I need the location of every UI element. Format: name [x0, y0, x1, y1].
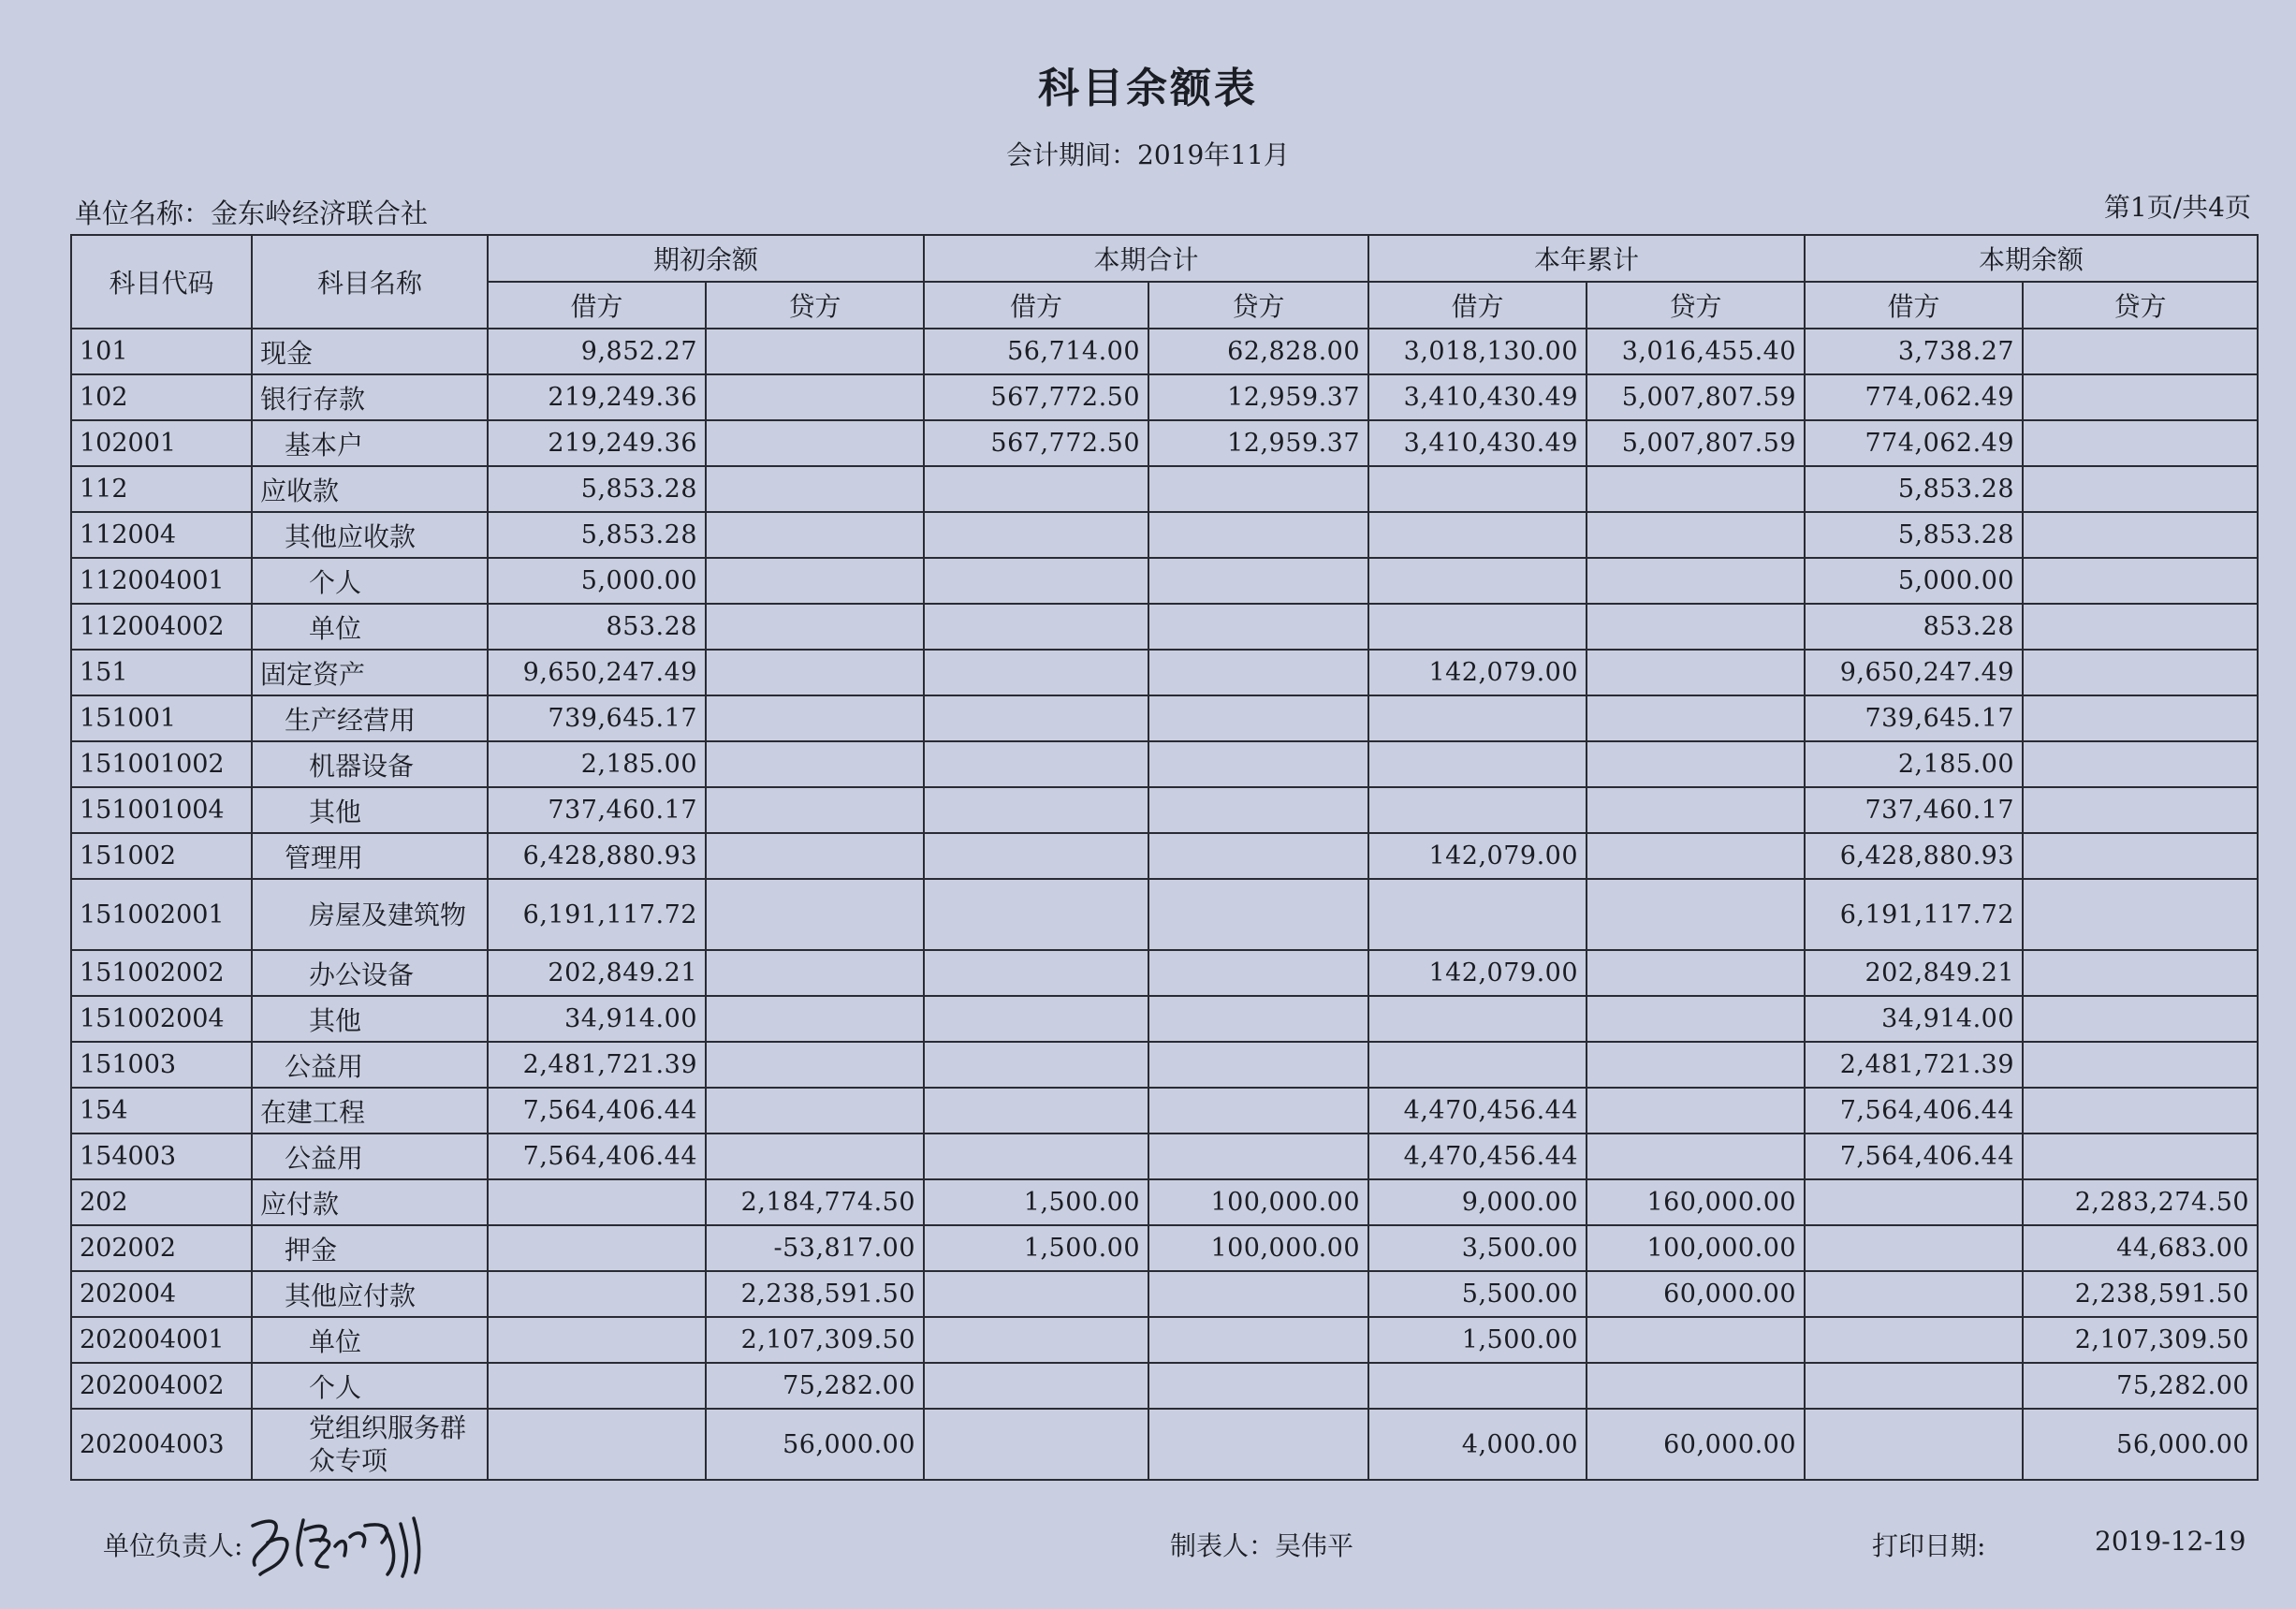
- debit-amount: [1805, 1271, 2023, 1317]
- credit-amount: [706, 650, 924, 695]
- table-row: [71, 329, 2258, 374]
- credit-amount: 2,184,774.50: [706, 1179, 924, 1225]
- account-name: 单位: [252, 1317, 488, 1363]
- credit-amount: 12,959.37: [1148, 420, 1368, 466]
- credit-amount: [1587, 466, 1805, 512]
- debit-amount: 2,481,721.39: [1805, 1042, 2023, 1088]
- debit-amount: [1368, 512, 1587, 558]
- account-code: 151003: [71, 1042, 252, 1088]
- header-opening-balance: 期初余额: [488, 235, 924, 282]
- debit-amount: [1805, 1363, 2023, 1409]
- credit-amount: [2023, 1088, 2258, 1134]
- credit-amount: [706, 420, 924, 466]
- debit-amount: [1368, 558, 1587, 604]
- credit-amount: [1148, 1271, 1368, 1317]
- credit-amount: [2023, 558, 2258, 604]
- account-code: 112004: [71, 512, 252, 558]
- credit-amount: 100,000.00: [1148, 1179, 1368, 1225]
- credit-amount: [2023, 512, 2258, 558]
- table-row: [71, 558, 2258, 604]
- credit-amount: 3,016,455.40: [1587, 329, 1805, 374]
- preparer: 制表人：吴伟平: [1170, 1530, 1354, 1561]
- debit-amount: [1368, 466, 1587, 512]
- credit-amount: [1587, 950, 1805, 996]
- debit-amount: 9,650,247.49: [488, 650, 706, 695]
- table-row: [71, 604, 2258, 650]
- debit-amount: 219,249.36: [488, 420, 706, 466]
- credit-amount: [2023, 420, 2258, 466]
- debit-amount: 1,500.00: [924, 1225, 1148, 1271]
- header-debit: 借方: [1368, 282, 1587, 329]
- credit-amount: [1587, 1317, 1805, 1363]
- account-name: 公益用: [252, 1042, 488, 1088]
- credit-amount: [1587, 741, 1805, 787]
- account-code: 151: [71, 650, 252, 695]
- account-name: 固定资产: [252, 650, 488, 695]
- account-code: 151002004: [71, 996, 252, 1042]
- credit-amount: [1148, 650, 1368, 695]
- credit-amount: 160,000.00: [1587, 1179, 1805, 1225]
- responsible-person-label: 单位负责人:: [103, 1530, 243, 1561]
- table-row: [71, 1409, 2258, 1480]
- credit-amount: 60,000.00: [1587, 1409, 1805, 1480]
- account-code: 151002002: [71, 950, 252, 996]
- credit-amount: [2023, 650, 2258, 695]
- credit-amount: 5,007,807.59: [1587, 420, 1805, 466]
- account-name: 党组织服务群众专项: [252, 1409, 488, 1480]
- account-code: 202: [71, 1179, 252, 1225]
- account-name: 办公设备: [252, 950, 488, 996]
- credit-amount: [706, 950, 924, 996]
- debit-amount: 7,564,406.44: [488, 1088, 706, 1134]
- handwritten-signature: [245, 1509, 432, 1584]
- credit-amount: 2,238,591.50: [706, 1271, 924, 1317]
- account-name: 银行存款: [252, 374, 488, 420]
- header-credit: 贷方: [1587, 282, 1805, 329]
- table-row: [71, 1363, 2258, 1409]
- account-code: 151002: [71, 833, 252, 879]
- credit-amount: [706, 558, 924, 604]
- debit-amount: 4,470,456.44: [1368, 1088, 1587, 1134]
- credit-amount: [1587, 1042, 1805, 1088]
- debit-amount: [924, 1271, 1148, 1317]
- account-name: 生产经营用: [252, 695, 488, 741]
- debit-amount: [924, 1317, 1148, 1363]
- debit-amount: [1368, 879, 1587, 950]
- table-row: [71, 420, 2258, 466]
- credit-amount: [1148, 466, 1368, 512]
- table-row: [71, 787, 2258, 833]
- table-row: [71, 833, 2258, 879]
- account-name: 其他应付款: [252, 1271, 488, 1317]
- account-code: 202004002: [71, 1363, 252, 1409]
- debit-amount: 1,500.00: [1368, 1317, 1587, 1363]
- header-period-total: 本期合计: [924, 235, 1368, 282]
- credit-amount: 2,283,274.50: [2023, 1179, 2258, 1225]
- header-debit: 借方: [924, 282, 1148, 329]
- debit-amount: 774,062.49: [1805, 420, 2023, 466]
- credit-amount: [1587, 604, 1805, 650]
- account-code: 112004002: [71, 604, 252, 650]
- credit-amount: [1148, 1317, 1368, 1363]
- debit-amount: 3,410,430.49: [1368, 374, 1587, 420]
- credit-amount: [1148, 1409, 1368, 1480]
- credit-amount: [2023, 741, 2258, 787]
- account-name: 其他应收款: [252, 512, 488, 558]
- account-name: 个人: [252, 1363, 488, 1409]
- debit-amount: [924, 879, 1148, 950]
- credit-amount: [1148, 833, 1368, 879]
- debit-amount: 5,000.00: [1805, 558, 2023, 604]
- report-title: 科目余额表: [1038, 65, 1258, 112]
- account-code: 202004003: [71, 1409, 252, 1480]
- account-code: 102: [71, 374, 252, 420]
- header-year-cumulative: 本年累计: [1368, 235, 1805, 282]
- credit-amount: [706, 1042, 924, 1088]
- debit-amount: 9,000.00: [1368, 1179, 1587, 1225]
- debit-amount: [924, 1409, 1148, 1480]
- debit-amount: 6,191,117.72: [488, 879, 706, 950]
- account-name: 应收款: [252, 466, 488, 512]
- account-code: 151001: [71, 695, 252, 741]
- accounting-period: 会计期间：2019年11月: [1006, 139, 1290, 170]
- account-code: 151001002: [71, 741, 252, 787]
- account-name: 其他: [252, 787, 488, 833]
- debit-amount: 56,714.00: [924, 329, 1148, 374]
- debit-amount: [1368, 604, 1587, 650]
- credit-amount: [2023, 950, 2258, 996]
- debit-amount: 5,853.28: [1805, 466, 2023, 512]
- debit-amount: 2,481,721.39: [488, 1042, 706, 1088]
- debit-amount: 5,500.00: [1368, 1271, 1587, 1317]
- debit-amount: [924, 512, 1148, 558]
- credit-amount: [1587, 879, 1805, 950]
- table-row: [71, 950, 2258, 996]
- debit-amount: [924, 1363, 1148, 1409]
- credit-amount: [1148, 1042, 1368, 1088]
- header-name: 科目名称: [252, 235, 488, 329]
- credit-amount: [2023, 374, 2258, 420]
- credit-amount: [1587, 558, 1805, 604]
- account-name: 个人: [252, 558, 488, 604]
- debit-amount: [924, 1134, 1148, 1179]
- debit-amount: [1368, 741, 1587, 787]
- debit-amount: 5,853.28: [1805, 512, 2023, 558]
- header-credit: 贷方: [1148, 282, 1368, 329]
- header-debit: 借方: [1805, 282, 2023, 329]
- table-row: [71, 466, 2258, 512]
- credit-amount: [706, 695, 924, 741]
- credit-amount: [706, 996, 924, 1042]
- credit-amount: [2023, 1134, 2258, 1179]
- debit-amount: 142,079.00: [1368, 950, 1587, 996]
- table-row: [71, 1179, 2258, 1225]
- debit-amount: 737,460.17: [488, 787, 706, 833]
- debit-amount: [1805, 1225, 2023, 1271]
- credit-amount: [1587, 512, 1805, 558]
- table-row: [71, 650, 2258, 695]
- debit-amount: [1368, 1363, 1587, 1409]
- account-code: 202002: [71, 1225, 252, 1271]
- debit-amount: 202,849.21: [488, 950, 706, 996]
- debit-amount: 7,564,406.44: [1805, 1134, 2023, 1179]
- debit-amount: [1368, 996, 1587, 1042]
- debit-amount: 739,645.17: [1805, 695, 2023, 741]
- debit-amount: 5,000.00: [488, 558, 706, 604]
- credit-amount: [706, 512, 924, 558]
- debit-amount: 4,470,456.44: [1368, 1134, 1587, 1179]
- debit-amount: 2,185.00: [488, 741, 706, 787]
- credit-amount: 75,282.00: [706, 1363, 924, 1409]
- credit-amount: [706, 1088, 924, 1134]
- debit-amount: [924, 996, 1148, 1042]
- debit-amount: [924, 950, 1148, 996]
- debit-amount: 9,852.27: [488, 329, 706, 374]
- account-name: 基本户: [252, 420, 488, 466]
- credit-amount: [2023, 879, 2258, 950]
- header-credit: 贷方: [706, 282, 924, 329]
- credit-amount: [2023, 1042, 2258, 1088]
- credit-amount: [2023, 695, 2258, 741]
- table-row: [71, 374, 2258, 420]
- debit-amount: 142,079.00: [1368, 833, 1587, 879]
- credit-amount: [1148, 604, 1368, 650]
- header-code: 科目代码: [71, 235, 252, 329]
- table-row: [71, 1134, 2258, 1179]
- debit-amount: [924, 466, 1148, 512]
- credit-amount: [2023, 466, 2258, 512]
- debit-amount: 853.28: [488, 604, 706, 650]
- credit-amount: [706, 787, 924, 833]
- debit-amount: [924, 833, 1148, 879]
- credit-amount: [1148, 695, 1368, 741]
- table-body: [71, 329, 2258, 1480]
- debit-amount: [1368, 787, 1587, 833]
- credit-amount: [1148, 787, 1368, 833]
- credit-amount: 75,282.00: [2023, 1363, 2258, 1409]
- debit-amount: 219,249.36: [488, 374, 706, 420]
- debit-amount: 5,853.28: [488, 466, 706, 512]
- credit-amount: [1148, 879, 1368, 950]
- credit-amount: 44,683.00: [2023, 1225, 2258, 1271]
- debit-amount: 1,500.00: [924, 1179, 1148, 1225]
- debit-amount: 853.28: [1805, 604, 2023, 650]
- debit-amount: [924, 604, 1148, 650]
- debit-amount: [924, 650, 1148, 695]
- account-code: 154: [71, 1088, 252, 1134]
- table-row: [71, 1317, 2258, 1363]
- credit-amount: [1587, 996, 1805, 1042]
- account-name: 押金: [252, 1225, 488, 1271]
- debit-amount: [1368, 1042, 1587, 1088]
- credit-amount: [706, 604, 924, 650]
- account-code: 102001: [71, 420, 252, 466]
- header-closing-balance: 本期余额: [1805, 235, 2258, 282]
- credit-amount: [1148, 996, 1368, 1042]
- credit-amount: [2023, 329, 2258, 374]
- debit-amount: [1805, 1179, 2023, 1225]
- account-code: 151002001: [71, 879, 252, 950]
- credit-amount: 12,959.37: [1148, 374, 1368, 420]
- credit-amount: [1587, 650, 1805, 695]
- debit-amount: 3,410,430.49: [1368, 420, 1587, 466]
- balance-table: [70, 234, 2259, 1481]
- table-row: [71, 1042, 2258, 1088]
- account-code: 151001004: [71, 787, 252, 833]
- debit-amount: [488, 1409, 706, 1480]
- account-code: 112004001: [71, 558, 252, 604]
- credit-amount: 56,000.00: [2023, 1409, 2258, 1480]
- credit-amount: [1587, 833, 1805, 879]
- credit-amount: [1148, 950, 1368, 996]
- credit-amount: 2,107,309.50: [706, 1317, 924, 1363]
- debit-amount: [924, 787, 1148, 833]
- debit-amount: [488, 1317, 706, 1363]
- page-info: 第1页/共4页: [2103, 192, 2251, 223]
- table-row: [71, 695, 2258, 741]
- credit-amount: [2023, 996, 2258, 1042]
- credit-amount: [1148, 741, 1368, 787]
- unit-name: 单位名称：金东岭经济联合社: [75, 197, 429, 229]
- credit-amount: [1148, 558, 1368, 604]
- table-row: [71, 1225, 2258, 1271]
- credit-amount: [1587, 1363, 1805, 1409]
- debit-amount: 774,062.49: [1805, 374, 2023, 420]
- credit-amount: [1148, 1363, 1368, 1409]
- debit-amount: 739,645.17: [488, 695, 706, 741]
- credit-amount: 62,828.00: [1148, 329, 1368, 374]
- debit-amount: 3,738.27: [1805, 329, 2023, 374]
- account-code: 101: [71, 329, 252, 374]
- credit-amount: 5,007,807.59: [1587, 374, 1805, 420]
- account-name: 机器设备: [252, 741, 488, 787]
- debit-amount: [924, 1042, 1148, 1088]
- credit-amount: [706, 466, 924, 512]
- credit-amount: [706, 879, 924, 950]
- debit-amount: 34,914.00: [488, 996, 706, 1042]
- credit-amount: 56,000.00: [706, 1409, 924, 1480]
- account-name: 单位: [252, 604, 488, 650]
- credit-amount: [706, 329, 924, 374]
- debit-amount: 5,853.28: [488, 512, 706, 558]
- credit-amount: [1148, 1088, 1368, 1134]
- account-name: 在建工程: [252, 1088, 488, 1134]
- account-name: 房屋及建筑物: [252, 879, 488, 950]
- account-name: 应付款: [252, 1179, 488, 1225]
- account-code: 202004: [71, 1271, 252, 1317]
- debit-amount: 6,191,117.72: [1805, 879, 2023, 950]
- account-name: 公益用: [252, 1134, 488, 1179]
- account-code: 154003: [71, 1134, 252, 1179]
- debit-amount: 3,500.00: [1368, 1225, 1587, 1271]
- debit-amount: [924, 558, 1148, 604]
- debit-amount: 7,564,406.44: [1805, 1088, 2023, 1134]
- table-row: [71, 879, 2258, 950]
- debit-amount: [488, 1363, 706, 1409]
- debit-amount: 142,079.00: [1368, 650, 1587, 695]
- credit-amount: -53,817.00: [706, 1225, 924, 1271]
- debit-amount: [1805, 1409, 2023, 1480]
- debit-amount: [924, 741, 1148, 787]
- credit-amount: 100,000.00: [1148, 1225, 1368, 1271]
- debit-amount: [488, 1225, 706, 1271]
- credit-amount: [1148, 512, 1368, 558]
- table-row: [71, 741, 2258, 787]
- debit-amount: [924, 695, 1148, 741]
- debit-amount: 7,564,406.44: [488, 1134, 706, 1179]
- credit-amount: [2023, 604, 2258, 650]
- debit-amount: 737,460.17: [1805, 787, 2023, 833]
- print-date: 2019-12-19: [2095, 1526, 2246, 1557]
- credit-amount: [1587, 1088, 1805, 1134]
- table-row: [71, 996, 2258, 1042]
- account-code: 202004001: [71, 1317, 252, 1363]
- credit-amount: [706, 741, 924, 787]
- header-credit: 贷方: [2023, 282, 2258, 329]
- account-name: 管理用: [252, 833, 488, 879]
- debit-amount: [924, 1088, 1148, 1134]
- debit-amount: 567,772.50: [924, 374, 1148, 420]
- debit-amount: 9,650,247.49: [1805, 650, 2023, 695]
- debit-amount: [1805, 1317, 2023, 1363]
- print-date-label: 打印日期:: [1872, 1530, 1986, 1561]
- debit-amount: 4,000.00: [1368, 1409, 1587, 1480]
- table-row: [71, 512, 2258, 558]
- credit-amount: [706, 374, 924, 420]
- credit-amount: [706, 833, 924, 879]
- debit-amount: 6,428,880.93: [488, 833, 706, 879]
- debit-amount: 202,849.21: [1805, 950, 2023, 996]
- credit-amount: [1587, 787, 1805, 833]
- table-row: [71, 1271, 2258, 1317]
- debit-amount: [488, 1271, 706, 1317]
- credit-amount: [1587, 1134, 1805, 1179]
- credit-amount: [2023, 787, 2258, 833]
- debit-amount: 34,914.00: [1805, 996, 2023, 1042]
- account-name: 现金: [252, 329, 488, 374]
- account-code: 112: [71, 466, 252, 512]
- debit-amount: 3,018,130.00: [1368, 329, 1587, 374]
- account-name: 其他: [252, 996, 488, 1042]
- credit-amount: [706, 1134, 924, 1179]
- credit-amount: 2,107,309.50: [2023, 1317, 2258, 1363]
- table-row: [71, 1088, 2258, 1134]
- debit-amount: 2,185.00: [1805, 741, 2023, 787]
- credit-amount: [1587, 695, 1805, 741]
- credit-amount: 60,000.00: [1587, 1271, 1805, 1317]
- debit-amount: [1368, 695, 1587, 741]
- debit-amount: [488, 1179, 706, 1225]
- credit-amount: 2,238,591.50: [2023, 1271, 2258, 1317]
- debit-amount: 6,428,880.93: [1805, 833, 2023, 879]
- credit-amount: 100,000.00: [1587, 1225, 1805, 1271]
- credit-amount: [1148, 1134, 1368, 1179]
- credit-amount: [2023, 833, 2258, 879]
- debit-amount: 567,772.50: [924, 420, 1148, 466]
- header-debit: 借方: [488, 282, 706, 329]
